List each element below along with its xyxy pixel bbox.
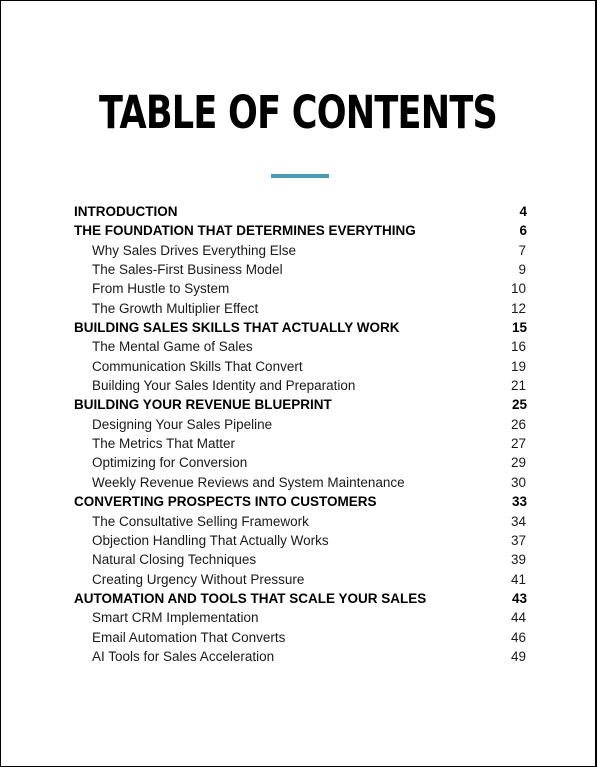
toc-entry-page: 34 bbox=[510, 513, 526, 529]
toc-entry-page: 39 bbox=[510, 552, 526, 568]
toc-entry-label: Objection Handling That Actually Works bbox=[92, 532, 329, 548]
toc-entry-page: 29 bbox=[510, 455, 526, 471]
toc-entry-label: Building Your Sales Identity and Preparation bbox=[92, 378, 356, 394]
toc-entry[interactable] bbox=[74, 570, 527, 589]
toc-entry-label: The Sales-First Business Model bbox=[92, 262, 283, 278]
toc-entry[interactable] bbox=[74, 357, 527, 376]
toc-entry[interactable] bbox=[74, 608, 527, 627]
toc-entry-label: Creating Urgency Without Pressure bbox=[92, 571, 305, 587]
toc-entry-page: 30 bbox=[510, 474, 526, 490]
toc-entry-label: The Consultative Selling Framework bbox=[92, 513, 309, 529]
toc-entry-page: 33 bbox=[511, 494, 527, 510]
toc-entry[interactable] bbox=[74, 512, 527, 531]
toc-entry[interactable] bbox=[74, 415, 527, 434]
toc-entry[interactable] bbox=[74, 376, 527, 395]
toc-entry-label: Designing Your Sales Pipeline bbox=[92, 416, 273, 432]
toc-entry[interactable] bbox=[74, 492, 527, 511]
toc-entry[interactable] bbox=[74, 550, 527, 569]
toc-entry[interactable] bbox=[74, 279, 527, 298]
toc-entry[interactable] bbox=[74, 299, 527, 318]
toc-entry-label: AI Tools for Sales Acceleration bbox=[92, 648, 275, 664]
toc-entry[interactable] bbox=[74, 337, 527, 356]
toc-entry-label: BUILDING YOUR REVENUE BLUEPRINT bbox=[74, 397, 332, 413]
toc-entry-page: 4 bbox=[519, 204, 527, 219]
toc-entry[interactable] bbox=[74, 202, 527, 221]
toc-entry-label: The Mental Game of Sales bbox=[92, 339, 253, 355]
toc-entry[interactable] bbox=[74, 531, 527, 550]
toc-entry-label: BUILDING SALES SKILLS THAT ACTUALLY WORK bbox=[74, 320, 400, 336]
toc-entry-page: 49 bbox=[510, 648, 526, 664]
toc-entry-page: 21 bbox=[510, 378, 526, 394]
toc-entry-label: Smart CRM Implementation bbox=[92, 610, 259, 626]
toc-entry-page: 10 bbox=[510, 281, 526, 297]
toc-entry[interactable] bbox=[74, 647, 527, 666]
toc-entry[interactable] bbox=[74, 221, 527, 240]
toc-entry[interactable] bbox=[74, 453, 527, 472]
toc-entry-label: Email Automation That Converts bbox=[92, 629, 286, 645]
toc-entry-page: 44 bbox=[510, 610, 526, 626]
toc-entry-label: INTRODUCTION bbox=[74, 204, 178, 219]
toc-entry-page: 37 bbox=[510, 532, 526, 548]
title-accent-rule bbox=[271, 174, 329, 178]
toc-entry-label: Communication Skills That Convert bbox=[92, 358, 303, 374]
toc-entry-page: 15 bbox=[511, 320, 527, 336]
toc-entry-page: 7 bbox=[518, 242, 526, 258]
toc-entry-label: AUTOMATION AND TOOLS THAT SCALE YOUR SALES bbox=[74, 590, 427, 606]
toc-entry[interactable] bbox=[74, 318, 527, 337]
toc-entry[interactable] bbox=[74, 628, 527, 647]
toc-entry-page: 43 bbox=[511, 590, 527, 606]
toc-entry-page: 6 bbox=[519, 223, 527, 239]
toc-entry[interactable] bbox=[74, 434, 527, 453]
toc-entry-label: From Hustle to System bbox=[92, 281, 230, 297]
toc-entry-page: 19 bbox=[510, 358, 526, 374]
toc-entry[interactable] bbox=[74, 260, 527, 279]
toc-entry[interactable] bbox=[74, 395, 527, 414]
toc-entry-label: CONVERTING PROSPECTS INTO CUSTOMERS bbox=[74, 494, 377, 510]
toc-entry-page: 46 bbox=[510, 629, 526, 645]
toc-entry-page: 9 bbox=[518, 262, 526, 278]
toc-entry-page: 25 bbox=[511, 397, 527, 413]
toc-entry-page: 16 bbox=[510, 339, 526, 355]
toc-entry-label: Weekly Revenue Reviews and System Maintenance bbox=[92, 474, 405, 490]
toc-entry-page: 12 bbox=[510, 300, 526, 316]
toc-entry-label: Why Sales Drives Everything Else bbox=[92, 242, 297, 258]
toc-entry-page: 41 bbox=[510, 571, 526, 587]
toc-entry-page: 26 bbox=[510, 416, 526, 432]
page-title: TABLE OF CONTENTS bbox=[99, 86, 497, 139]
toc-list bbox=[74, 202, 527, 666]
toc-entry[interactable] bbox=[74, 589, 527, 608]
toc-entry-label: The Metrics That Matter bbox=[92, 436, 236, 452]
toc-entry-label: THE FOUNDATION THAT DETERMINES EVERYTHING bbox=[74, 223, 416, 239]
toc-entry-label: The Growth Multiplier Effect bbox=[92, 300, 259, 316]
toc-entry[interactable] bbox=[74, 241, 527, 260]
toc-entry-label: Natural Closing Techniques bbox=[92, 552, 257, 568]
toc-entry[interactable] bbox=[74, 473, 527, 492]
toc-entry-page: 27 bbox=[510, 436, 526, 452]
toc-entry-label: Optimizing for Conversion bbox=[92, 455, 248, 471]
